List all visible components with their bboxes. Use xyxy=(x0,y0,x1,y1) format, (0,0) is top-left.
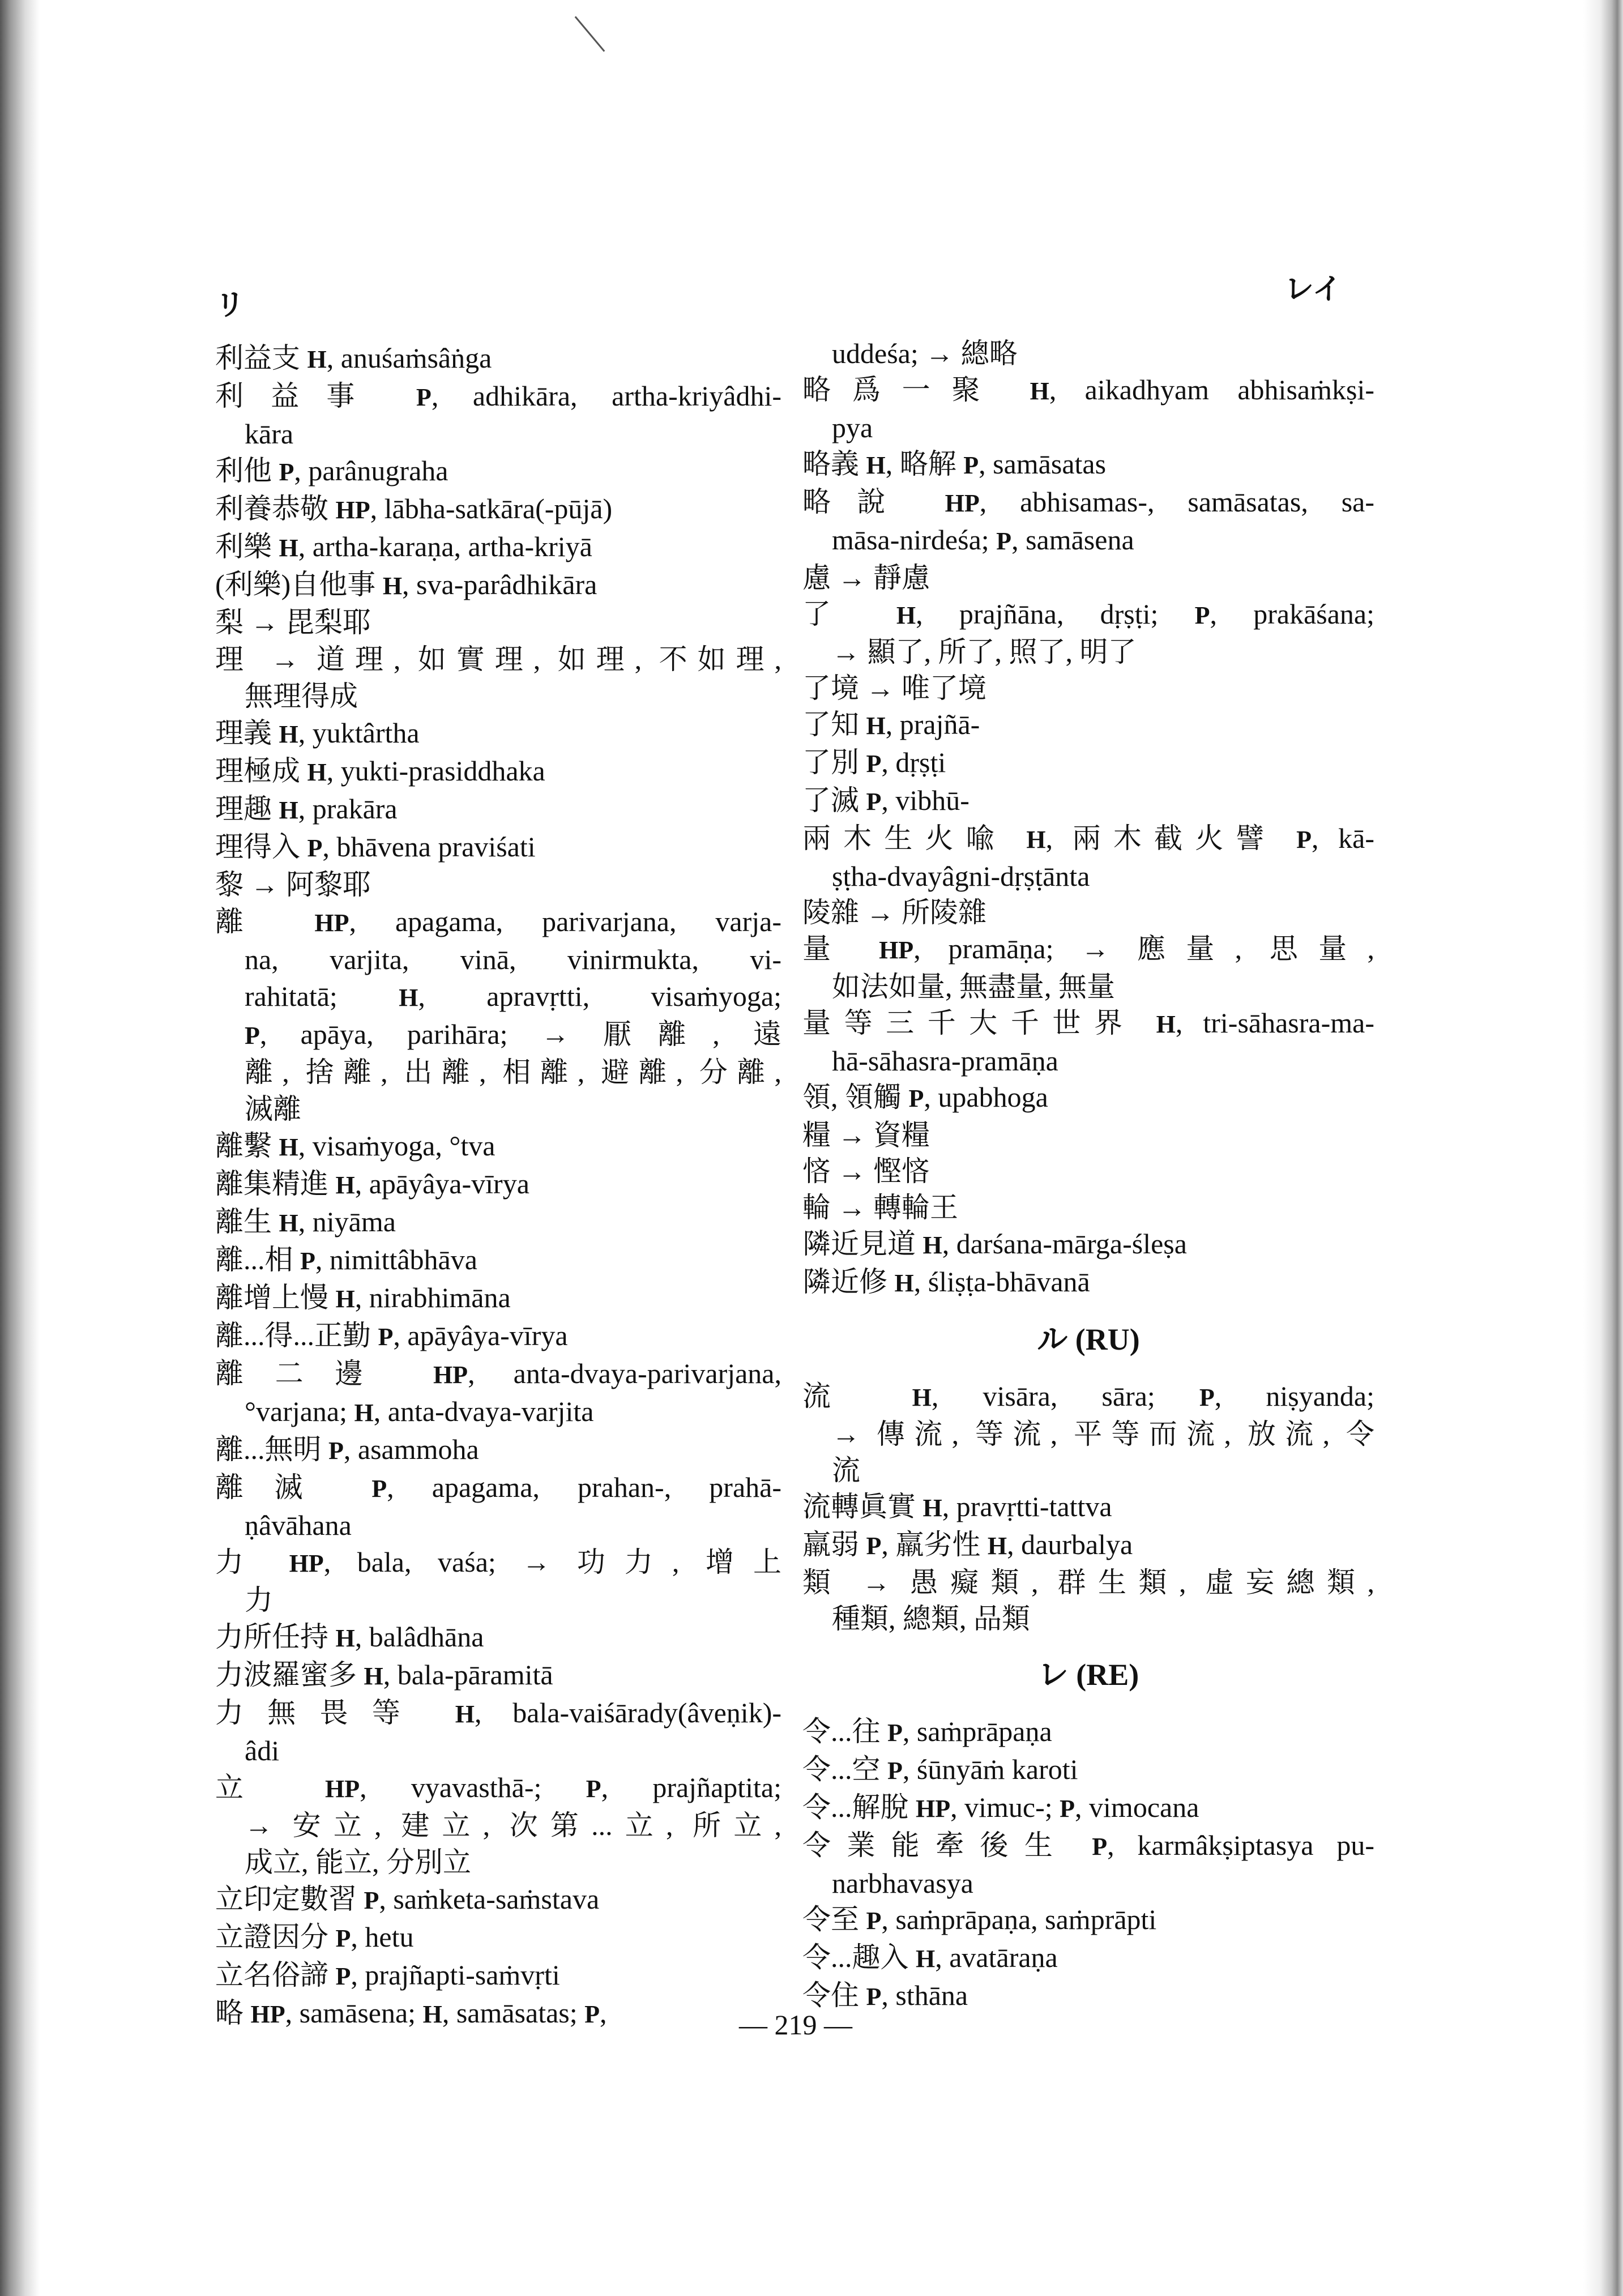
dictionary-entry xyxy=(215,903,781,1128)
entry-headline: 兩木生火喩 H, 兩木截火譬 P, kā- xyxy=(802,822,1375,854)
entry-headline: 了滅 P, vibhū- xyxy=(802,784,969,816)
dictionary-entry xyxy=(215,867,781,903)
entry-continuation: → 顯了, 所了, 照了, 明了 xyxy=(832,636,1137,668)
dictionary-entry xyxy=(215,1881,781,1919)
entry-headline: 立印定數習 P, saṁketa-saṁstava xyxy=(215,1883,600,1915)
entry-headline: 梨 → 毘梨耶 xyxy=(215,607,371,638)
entry-continuation: 種類, 總類, 品類 xyxy=(832,1603,1030,1634)
entry-headline: 領, 領觸 P, upabhoga xyxy=(802,1081,1048,1113)
dictionary-entry xyxy=(802,1977,1374,2015)
entry-headline: 令...解脫 HP, vimuc-; P, vimocana xyxy=(802,1791,1199,1823)
dictionary-entry xyxy=(215,1166,781,1204)
entry-continuation: rahitatā; H, apravṛtti, visaṁyoga; xyxy=(245,980,781,1012)
dictionary-entry xyxy=(802,484,1374,560)
dictionary-entry xyxy=(215,528,781,566)
entry-continuation: māsa-nirdeśa; P, samāsena xyxy=(832,524,1134,556)
entry-headline: 略義 H, 略解 P, samāsatas xyxy=(802,448,1107,480)
dictionary-entry xyxy=(802,1378,1374,1488)
dictionary-entry xyxy=(215,791,781,829)
entry-continuation: → 傳流, 等流, 平等而流, 放流, 令 xyxy=(832,1418,1374,1450)
dictionary-entry xyxy=(802,1526,1374,1564)
entry-headline: 令...往 P, saṁprāpaṇa xyxy=(802,1715,1052,1747)
entry-continuation: pya xyxy=(832,412,873,443)
dictionary-entry xyxy=(215,1279,781,1317)
entry-headline: 令...趣入 H, avatāraṇa xyxy=(802,1941,1058,1973)
section-heading: ル (RU) xyxy=(1037,1322,1140,1356)
entry-headline: 理極成 H, yukti-prasiddhaka xyxy=(215,755,545,787)
entry-headline: 利他 P, parânugraha xyxy=(215,455,449,486)
dictionary-entry xyxy=(802,894,1374,931)
dictionary-entry xyxy=(215,715,781,753)
entry-headline: 了 H, prajñāna, dṛṣṭi; P, prakāśana; xyxy=(802,598,1374,630)
entry-headline: 離 HP, apagama, parivarjana, varja- xyxy=(215,906,782,937)
running-head-right: レイ xyxy=(1284,274,1342,306)
running-head-left: リ xyxy=(215,289,245,322)
dictionary-entry xyxy=(802,782,1374,820)
entry-continuation: P, apāya, parihāra; → 厭離, 遠 xyxy=(245,1018,781,1050)
dictionary-entry xyxy=(215,829,781,867)
entry-continuation: narbhavasya xyxy=(832,1867,973,1899)
dictionary-entry xyxy=(802,706,1374,744)
entry-continuation: 成立, 能立, 分別立 xyxy=(245,1846,471,1878)
entry-headline: 令至 P, saṁprāpaṇa, saṁprāpti xyxy=(802,1904,1157,1935)
dictionary-entry xyxy=(215,1241,781,1279)
dictionary-entry xyxy=(215,1431,781,1469)
entry-headline: 量等三千大千世界 H, tri-sāhasra-ma- xyxy=(802,1007,1374,1039)
entry-headline: 類 → 愚癡類, 群生類, 虛妄總類, xyxy=(802,1567,1374,1598)
dictionary-entry xyxy=(802,1564,1374,1637)
entry-continuation: 如法如量, 無盡量, 無量 xyxy=(832,971,1115,1002)
entry-headline: 利益事 P, adhikāra, artha-kriyâdhi- xyxy=(215,380,781,412)
scan-edge-left xyxy=(0,0,40,2296)
left-column xyxy=(215,340,781,2033)
entry-continuation: hā-sāhasra-pramāṇa xyxy=(832,1045,1058,1077)
entry-continuation: kāra xyxy=(245,418,294,450)
dictionary-entry xyxy=(215,1544,781,1619)
entry-headline: 離...相 P, nimittâbhāva xyxy=(215,1244,477,1275)
entry-headline: 輪 → 轉輪王 xyxy=(802,1192,958,1223)
dictionary-entry xyxy=(802,596,1374,670)
entry-headline: 隣近修 H, śliṣṭa-bhāvanā xyxy=(802,1266,1090,1298)
dictionary-entry xyxy=(215,490,781,528)
entry-headline: 理趣 H, prakāra xyxy=(215,793,398,825)
dictionary-entry xyxy=(802,560,1374,596)
entry-headline: 離滅 P, apagama, prahan-, prahā- xyxy=(215,1471,781,1503)
dictionary-entry xyxy=(215,566,781,604)
entry-headline: 慮 → 靜慮 xyxy=(802,562,930,594)
entry-headline: 離增上慢 H, nirabhimāna xyxy=(215,1282,511,1313)
entry-headline: 離繫 H, visaṁyoga, °tva xyxy=(215,1130,496,1162)
right-column xyxy=(802,335,1374,2015)
dictionary-entry xyxy=(802,1901,1374,1939)
dictionary-entry xyxy=(215,641,781,715)
dictionary-entry xyxy=(215,1317,781,1355)
entry-headline: 利益支 H, anuśaṁsâṅga xyxy=(215,342,492,374)
entry-headline: 立 HP, vyavasthā-; P, prajñaptita; xyxy=(215,1772,782,1803)
dictionary-entry xyxy=(802,1079,1374,1117)
dictionary-entry xyxy=(215,1995,781,2033)
entry-headline: 令...空 P, śūnyāṁ karoti xyxy=(802,1753,1078,1785)
entry-continuation: 離, 捨離, 出離, 相離, 避離, 分離, xyxy=(245,1056,781,1088)
entry-headline: (利樂)自他事 H, sva-parâdhikāra xyxy=(215,569,597,600)
scan-mark xyxy=(575,16,605,52)
dictionary-entry xyxy=(215,1957,781,1995)
dictionary-entry xyxy=(215,378,781,453)
entry-headline: 理得入 P, bhāvena praviśati xyxy=(215,831,536,863)
dictionary-entry xyxy=(802,1939,1374,1977)
dictionary-entry xyxy=(215,453,781,490)
page-number: — 219 — xyxy=(739,2009,852,2041)
dictionary-entry xyxy=(802,1713,1374,1751)
entry-headline: 令業能牽後生 P, karmâkṣiptasya pu- xyxy=(802,1829,1375,1861)
dictionary-entry xyxy=(802,1117,1374,1153)
dictionary-entry xyxy=(802,446,1374,484)
entry-headline: 力無畏等 H, bala-vaiśārady(âveṇik)- xyxy=(215,1697,782,1729)
entry-continuation: âdi xyxy=(245,1735,280,1766)
dictionary-entry xyxy=(802,1153,1374,1189)
entry-headline: 離集精進 H, apāyâya-vīrya xyxy=(215,1168,529,1200)
dictionary-entry xyxy=(215,1355,781,1431)
entry-headline: 利養恭敬 HP, lābha-satkāra(-pūjā) xyxy=(215,493,613,524)
dictionary-entry xyxy=(215,1919,781,1957)
entry-headline: 力波羅蜜多 H, bala-pāramitā xyxy=(215,1659,553,1691)
dictionary-entry xyxy=(802,335,1374,372)
entry-headline: 力 HP, bala, vaśa; → 功力, 增上 xyxy=(215,1546,781,1578)
entry-headline: 離二邊 HP, anta-dvaya-parivarjana, xyxy=(215,1358,781,1389)
dictionary-entry xyxy=(802,1751,1374,1789)
dictionary-entry xyxy=(215,1657,781,1695)
entry-headline: 流 H, visāra, sāra; P, niṣyanda; xyxy=(802,1380,1374,1412)
entry-headline: 力所任持 H, balâdhāna xyxy=(215,1621,484,1653)
entry-continuation: 力 xyxy=(245,1584,273,1616)
entry-headline: 了別 P, dṛṣṭi xyxy=(802,746,946,778)
entry-headline: 隣近見道 H, darśana-mārga-śleṣa xyxy=(802,1228,1187,1260)
dictionary-entry xyxy=(802,1789,1374,1827)
entry-headline: 悋 → 慳悋 xyxy=(802,1155,930,1187)
dictionary-entry xyxy=(802,1226,1374,1264)
entry-headline: 立名俗諦 P, prajñapti-saṁvṛti xyxy=(215,1959,560,1991)
dictionary-entry xyxy=(802,1488,1374,1526)
dictionary-entry xyxy=(802,820,1374,894)
entry-continuation: uddeśa; → 總略 xyxy=(832,338,1018,369)
dictionary-entry xyxy=(802,372,1374,446)
dictionary-entry xyxy=(215,1619,781,1657)
section-heading: レ (RE) xyxy=(1037,1658,1139,1692)
dictionary-entry xyxy=(215,1769,781,1881)
entry-continuation: ṇâvāhana xyxy=(245,1509,352,1541)
entry-continuation: 流 xyxy=(832,1454,860,1486)
entry-headline: 陵雜 → 所陵雜 xyxy=(802,897,986,928)
entry-headline: 略爲一聚 H, aikadhyam abhisaṁkṣi- xyxy=(802,374,1374,406)
entry-headline: 離...得...正勤 P, apāyâya-vīrya xyxy=(215,1320,568,1351)
entry-headline: 流轉眞實 H, pravṛtti-tattva xyxy=(802,1491,1112,1522)
entry-headline: 黎 → 阿黎耶 xyxy=(215,869,371,901)
entry-continuation: °varjana; H, anta-dvaya-varjita xyxy=(245,1395,594,1427)
dictionary-entry xyxy=(215,1695,781,1769)
dictionary-entry xyxy=(215,753,781,791)
entry-continuation: 無理得成 xyxy=(245,680,358,712)
dictionary-entry xyxy=(802,1827,1374,1901)
entry-headline: 利樂 H, artha-karaṇa, artha-kriyā xyxy=(215,531,592,562)
dictionary-entry xyxy=(215,604,781,641)
entry-headline: 理義 H, yuktârtha xyxy=(215,717,420,749)
dictionary-entry xyxy=(802,670,1374,706)
dictionary-entry xyxy=(802,931,1374,1005)
scan-edge-right xyxy=(1583,0,1623,2296)
entry-headline: 令住 P, sthāna xyxy=(802,1979,968,2011)
entry-continuation: 滅離 xyxy=(245,1093,301,1125)
entry-headline: 了境 → 唯了境 xyxy=(802,672,986,704)
entry-headline: 羸弱 P, 羸劣性 H, daurbalya xyxy=(802,1529,1133,1560)
entry-headline: 略 HP, samāsena; H, samāsatas; P, xyxy=(215,1997,607,2029)
entry-headline: 量 HP, pramāṇa; → 應量, 思量, xyxy=(802,933,1374,965)
dictionary-entry xyxy=(215,1469,781,1544)
entry-headline: 離...無明 P, asammoha xyxy=(215,1433,479,1465)
dictionary-entry xyxy=(215,340,781,378)
entry-headline: 離生 H, niyāma xyxy=(215,1206,396,1237)
dictionary-entry xyxy=(802,1189,1374,1226)
dictionary-entry xyxy=(215,1128,781,1166)
dictionary-entry xyxy=(802,744,1374,782)
entry-continuation: ṣṭha-dvayâgni-dṛṣṭānta xyxy=(832,860,1090,892)
entry-headline: 了知 H, prajñā- xyxy=(802,709,980,740)
entry-headline: 立證因分 P, hetu xyxy=(215,1921,414,1953)
entry-headline: 略說 HP, abhisamas-, samāsatas, sa- xyxy=(802,486,1375,518)
dictionary-entry xyxy=(802,1005,1374,1079)
entry-continuation: na, varjita, vinā, vinirmukta, vi- xyxy=(245,944,781,975)
dictionary-entry xyxy=(802,1264,1374,1301)
entry-headline: 理 → 道理, 如實理, 如理, 不如理, xyxy=(215,643,781,675)
entry-headline: 糧 → 資糧 xyxy=(802,1119,930,1151)
entry-continuation: → 安立, 建立, 次第...立, 所立, xyxy=(245,1810,781,1841)
dictionary-entry xyxy=(215,1204,781,1241)
